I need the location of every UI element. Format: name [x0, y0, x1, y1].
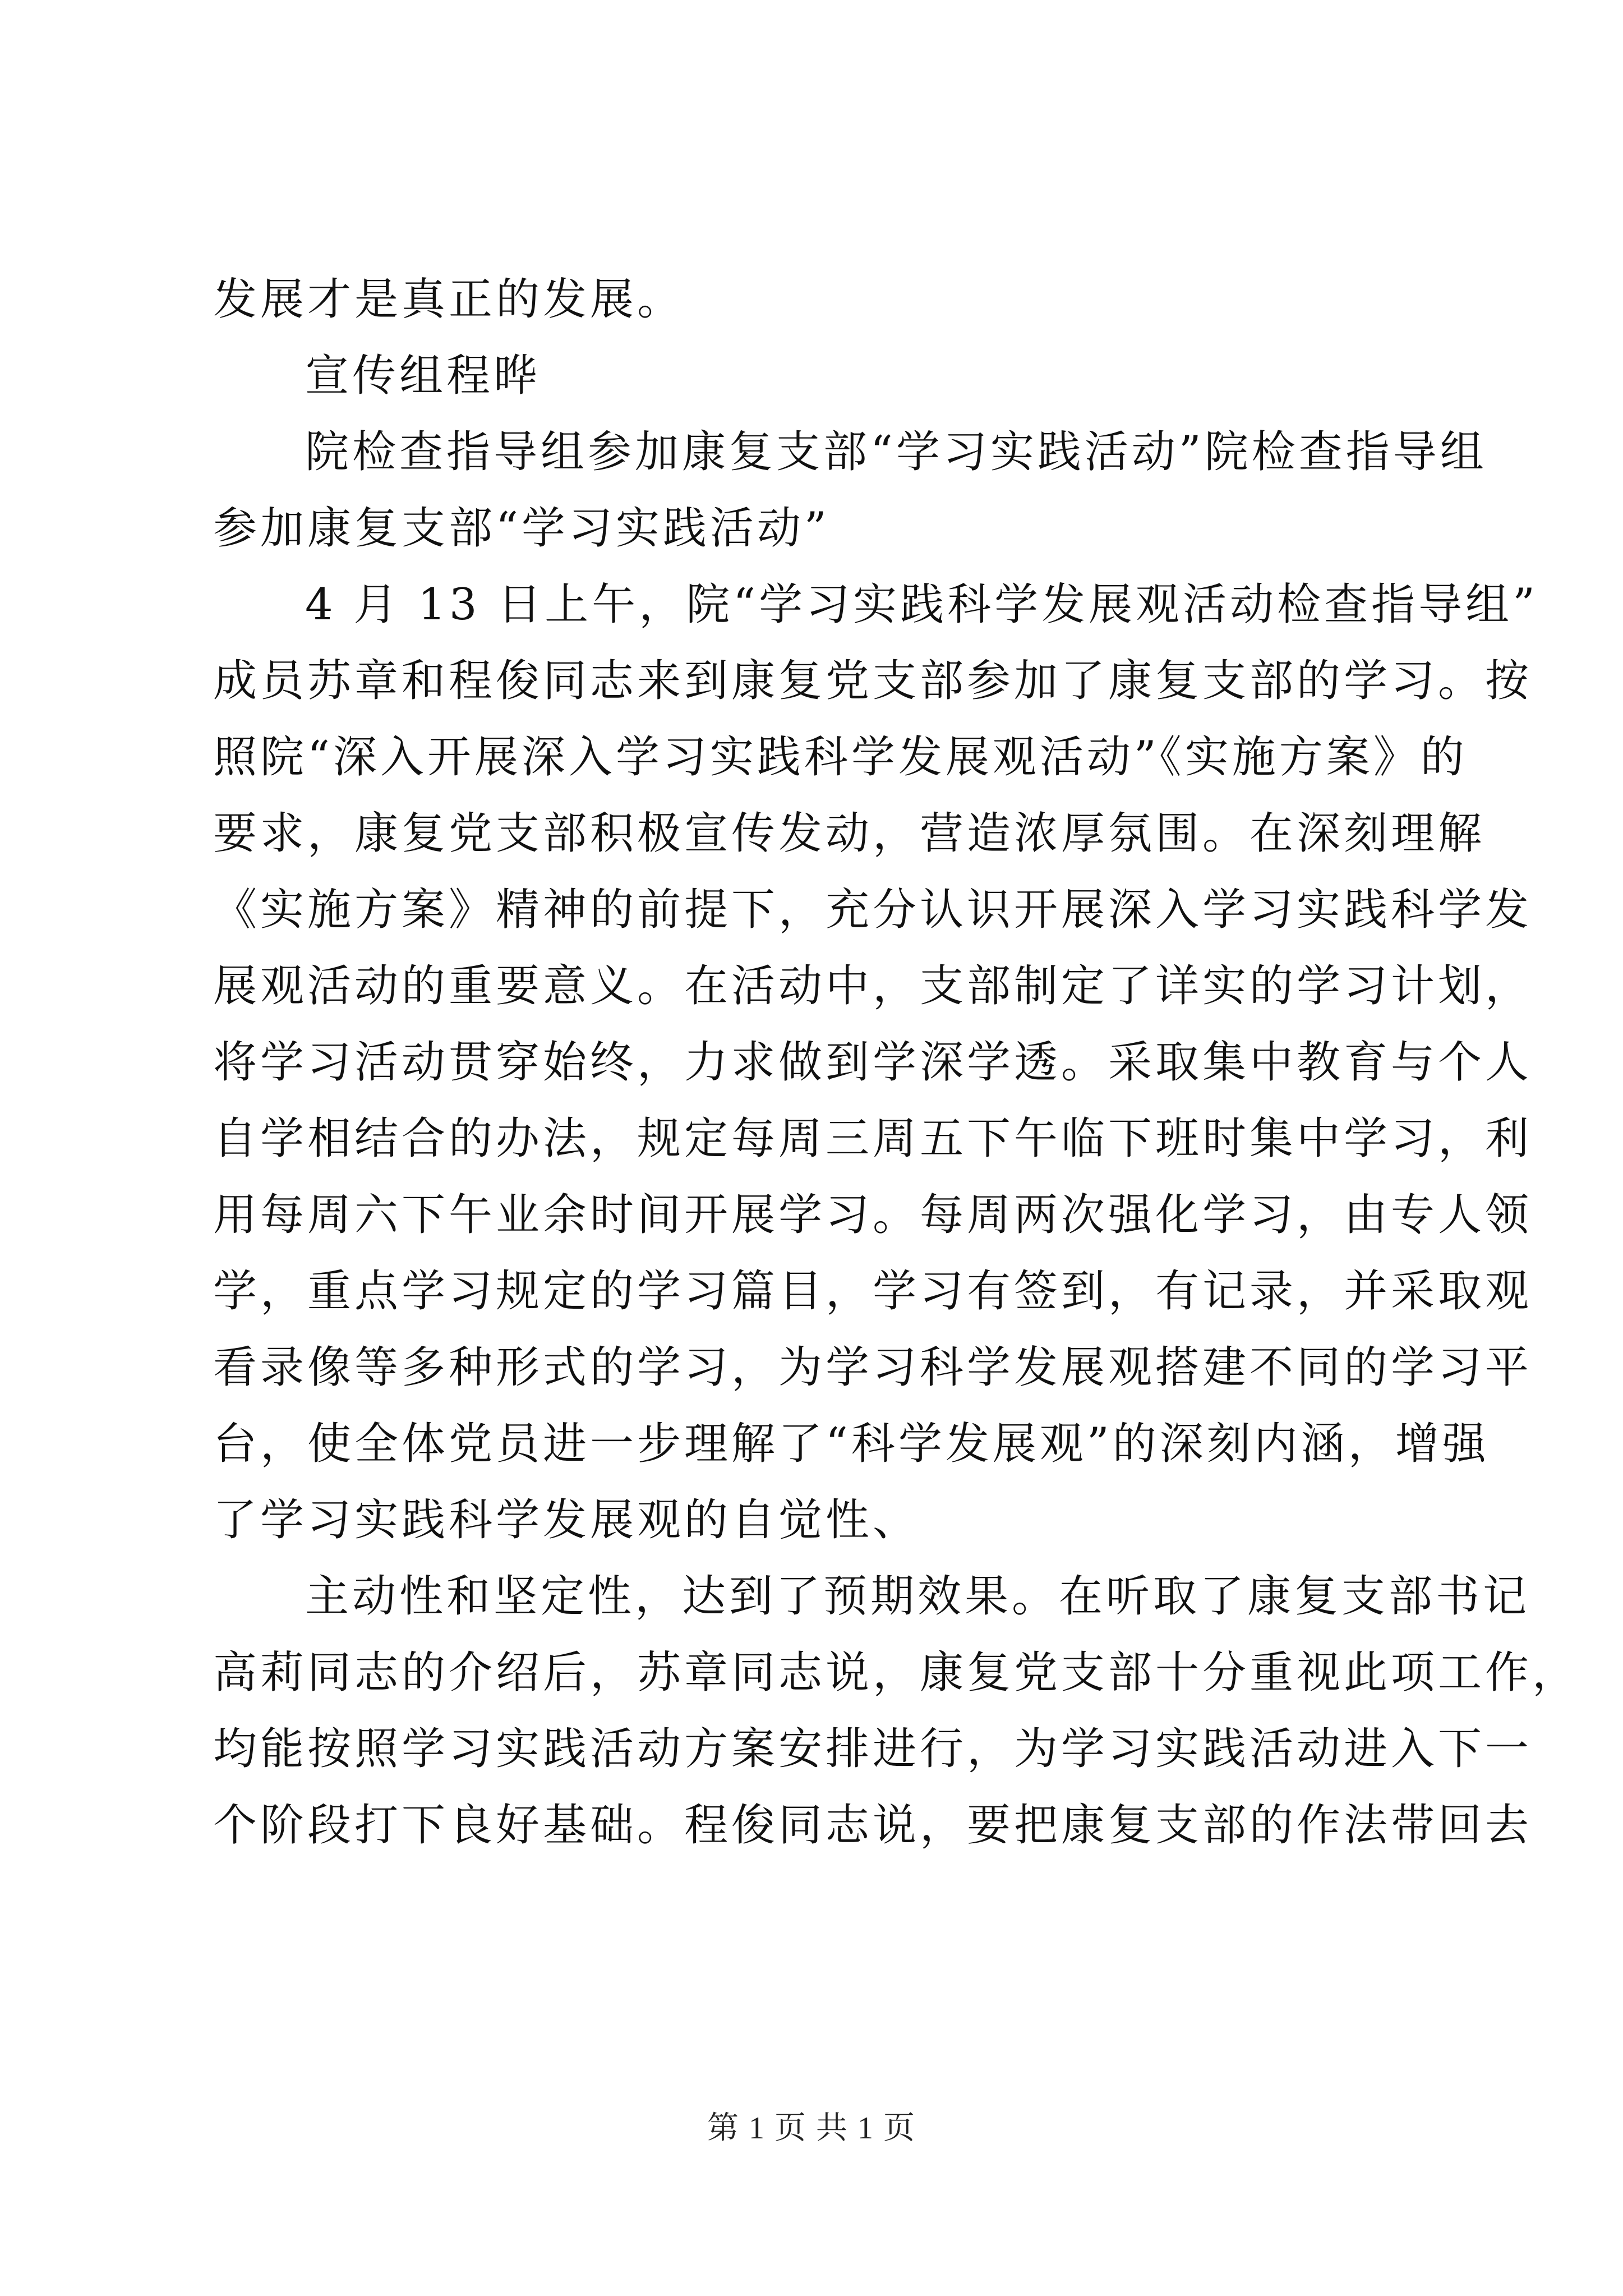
text-line: 高莉同志的介绍后，苏章同志说，康复党支部十分重视此项工作， [213, 1648, 1580, 1698]
text-line: 台，使全体党员进一步理解了“科学发展观”的深刻内涵，增强 [213, 1419, 1490, 1469]
text-line: 用每周六下午业余时间开展学习。每周两次强化学习，由专人领 [213, 1190, 1533, 1240]
text-line: 院检查指导组参加康复支部“学习实践活动”院检查指导组 [305, 427, 1487, 477]
text-line: 照院“深入开展深入学习实践科学发展观活动”《实施方案》的 [213, 732, 1468, 783]
text-line: 均能按照学习实践活动方案安排进行，为学习实践活动进入下一 [213, 1724, 1533, 1774]
text-line: 看录像等多种形式的学习，为学习科学发展观搭建不同的学习平 [213, 1342, 1533, 1393]
text-line: 个阶段打下良好基础。程俊同志说，要把康复支部的作法带回去 [213, 1800, 1533, 1851]
text-line: 《实施方案》精神的前提下，充分认识开展深入学习实践科学发 [213, 885, 1533, 935]
text-line: 自学相结合的办法，规定每周三周五下午临下班时集中学习，利 [213, 1114, 1533, 1164]
text-line: 要求，康复党支部积极宣传发动，营造浓厚氛围。在深刻理解 [213, 808, 1486, 859]
text-line: 了学习实践科学发展观的自觉性、 [213, 1495, 920, 1545]
document-body [213, 261, 1580, 1864]
text-line: 主动性和坚定性，达到了预期效果。在听取了康复支部书记 [305, 1571, 1530, 1622]
text-line: 4 月 13 日上午，院“学习实践科学发展观活动检查指导组” [305, 579, 1539, 630]
text-line: 展观活动的重要意义。在活动中，支部制定了详实的学习计划， [213, 961, 1533, 1011]
text-line: 将学习活动贯穿始终，力求做到学深学透。采取集中教育与个人 [213, 1037, 1533, 1088]
text-line: 学，重点学习规定的学习篇目，学习有签到，有记录，并采取观 [213, 1266, 1533, 1317]
text-line: 宣传组程晔 [305, 351, 541, 401]
text-line: 发展才是真正的发展。 [213, 274, 685, 325]
page-footer: 第 1 页 共 1 页 [707, 2111, 916, 2146]
text-line: 成员苏章和程俊同志来到康复党支部参加了康复支部的学习。按 [213, 656, 1533, 706]
text-line: 参加康复支部“学习实践活动” [213, 503, 830, 554]
